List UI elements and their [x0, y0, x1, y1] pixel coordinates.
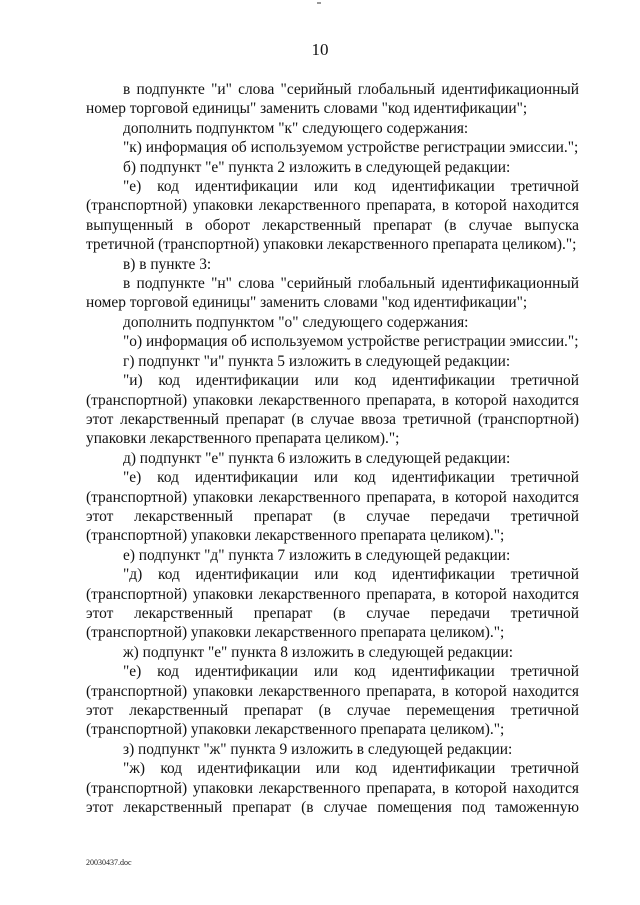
paragraph: в подпункте "и" слова "серийный глобальный идентификационный номер торговой единицы" заменить словами "код идентификации";: [86, 81, 579, 118]
paragraph: "и) код идентификации или код идентификации третичной (транспортной) упаковки лекарственного препарата, в которой находится этот лекарственный препарат (в случае ввоза третичной (транспортной) упаковки лекарственного препарата целиком).";: [86, 372, 579, 448]
paragraph: ж) подпункт "е" пункта 8 изложить в следующей редакции:: [123, 643, 514, 661]
paragraph: "е) код идентификации или код идентификации третичной (транспортной) упаковки лекарственного препарата, в которой находится выпущенный в оборот лекарственный препарат (в случае выпуска третичной (транспортной) упаковки лекарственного препарата целиком).";: [86, 178, 579, 254]
paragraph: б) подпункт "е" пункта 2 изложить в следующей редакции:: [123, 158, 511, 176]
page-top-mark: [317, 2, 321, 4]
paragraph: е) подпункт "д" пункта 7 изложить в следующей редакции:: [123, 546, 511, 564]
paragraph: в подпункте "н" слова "серийный глобальный идентификационный номер торговой единицы" заменить словами "код идентификации";: [86, 275, 579, 312]
file-name-footer: 20030437.doc: [86, 858, 132, 867]
paragraph: "е) код идентификации или код идентификации третичной (транспортной) упаковки лекарственного препарата, в которой находится этот лекарственный препарат (в случае передачи третичной (транспортной) упаковки лекарственного препарата целиком).";: [86, 469, 579, 545]
paragraph: в) в пункте 3:: [123, 255, 212, 273]
paragraph: дополнить подпунктом "к" следующего содержания:: [123, 119, 469, 137]
paragraph: дополнить подпунктом "о" следующего содержания:: [123, 313, 469, 331]
page-number: 10: [311, 40, 329, 59]
document-body: [86, 80, 579, 817]
paragraph: "е) код идентификации или код идентификации третичной (транспортной) упаковки лекарственного препарата, в которой находится этот лекарственный препарат (в случае перемещения третичной (транспортной) упаковки лекарственного препарата целиком).";: [86, 663, 579, 739]
paragraph: д) подпункт "е" пункта 6 изложить в следующей редакции:: [123, 449, 511, 467]
paragraph: "о) информация об используемом устройстве регистрации эмиссии.";: [123, 333, 579, 351]
paragraph: "д) код идентификации или код идентификации третичной (транспортной) упаковки лекарственного препарата, в которой находится этот лекарственный препарат (в случае передачи третичной (транспортной) упаковки лекарственного препарата целиком).";: [86, 566, 579, 642]
paragraph: "к) информация об используемом устройстве регистрации эмиссии.";: [123, 139, 579, 157]
paragraph: г) подпункт "и" пункта 5 изложить в следующей редакции:: [123, 352, 511, 370]
paragraph: з) подпункт "ж" пункта 9 изложить в следующей редакции:: [123, 740, 513, 758]
paragraph: "ж) код идентификации или код идентификации третичной (транспортной) упаковки лекарственного препарата, в которой находится этот лекарственный препарат (в случае помещения под таможенную: [86, 760, 579, 817]
